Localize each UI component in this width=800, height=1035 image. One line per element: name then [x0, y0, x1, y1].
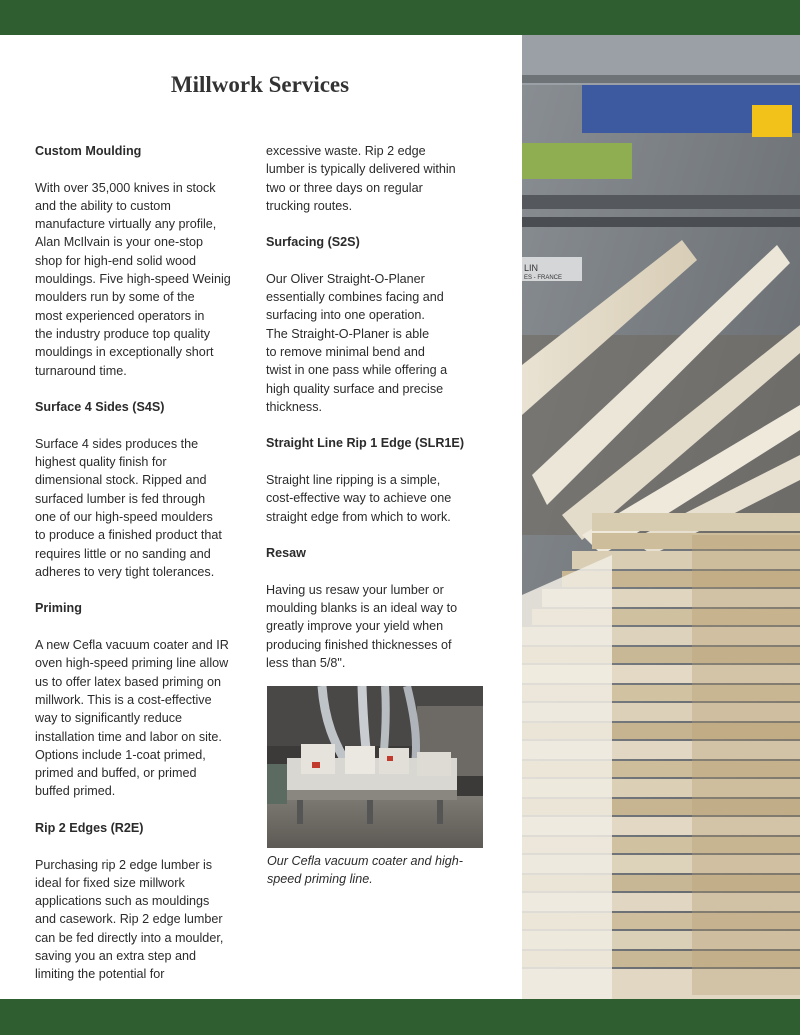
section-custom-moulding [35, 142, 255, 380]
lumber-stack-photo [522, 35, 800, 999]
bottom-green-band [0, 999, 800, 1035]
section-resaw [266, 544, 486, 672]
page-title: Millwork Services [170, 72, 350, 97]
section-body: Our Oliver Straight-O-Planer essentially combines facing and surfacing into one operation. The Straight-O-Planer is able to remove minimal bend and twist in one pass while offering a high quality surface and precise thickness. [266, 271, 448, 414]
section-heading: Priming [35, 601, 82, 616]
section-heading: Custom Moulding [35, 144, 142, 158]
middle-column [266, 142, 486, 691]
section-body: Straight line ripping is a simple, cost-effective way to achieve one straight edge from which to work. [266, 473, 452, 524]
priming-line-photo [267, 686, 483, 848]
section-heading: Resaw [266, 546, 306, 561]
section-body: Purchasing rip 2 edge lumber is ideal for fixed size millwork applications such as mouldings and casework. Rip 2 edge lumber can be fed directly into a moulder, saving you an extra step and limiting the potential for [35, 857, 224, 982]
section-heading: Straight Line Rip 1 Edge (SLR1E) [266, 436, 465, 451]
section-heading: Surfacing (S2S) [266, 235, 360, 250]
section-heading: Surface 4 Sides (S4S) [35, 400, 165, 415]
section-heading: Rip 2 Edges (R2E) [35, 820, 144, 835]
section-body: Having us resaw your lumber or moulding blanks is an ideal way to greatly improve your yield when producing finished thicknesses of less than 5/8". [266, 582, 458, 671]
svg-text:ES - FRANCE: ES - FRANCE [524, 275, 563, 281]
section-body: A new Cefla vacuum coater and IR oven high-speed priming line allow us to offer latex based priming on millwork. This is a cost-effective way to significantly reduce installation time and labor on site. Options include 1-coat primed, primed and buffed, or primed buffed primed. [35, 638, 229, 799]
top-green-band [0, 0, 800, 35]
section-slr1e [266, 434, 486, 525]
section-s4s [35, 398, 255, 581]
section-body-continued: excessive waste. Rip 2 edge lumber is typically delivered within two or three days on regular trucking routes. [266, 144, 456, 213]
left-column [35, 142, 255, 1002]
section-priming [35, 599, 255, 800]
photo-caption: Our Cefla vacuum coater and high- speed priming line. [267, 854, 464, 887]
sign-text: LIN [524, 263, 539, 273]
section-body: Surface 4 sides produces the highest quality finish for dimensional stock. Ripped and surfaced lumber is fed through one of our high-speed moulders to produce a finished product that requires little or no sanding and adheres to very tight tolerances. [35, 436, 222, 579]
section-body: With over 35,000 knives in stock and the ability to custom manufacture virtually any profile, Alan McIlvain is your one-stop shop for high-end solid wood mouldings. Five high-speed Weinig moulders run by some of the most experienced operators in the industry produce top quality mouldings in exceptionally short turnaround time. [35, 180, 231, 378]
section-s2s [266, 233, 486, 416]
section-r2e [35, 819, 255, 984]
